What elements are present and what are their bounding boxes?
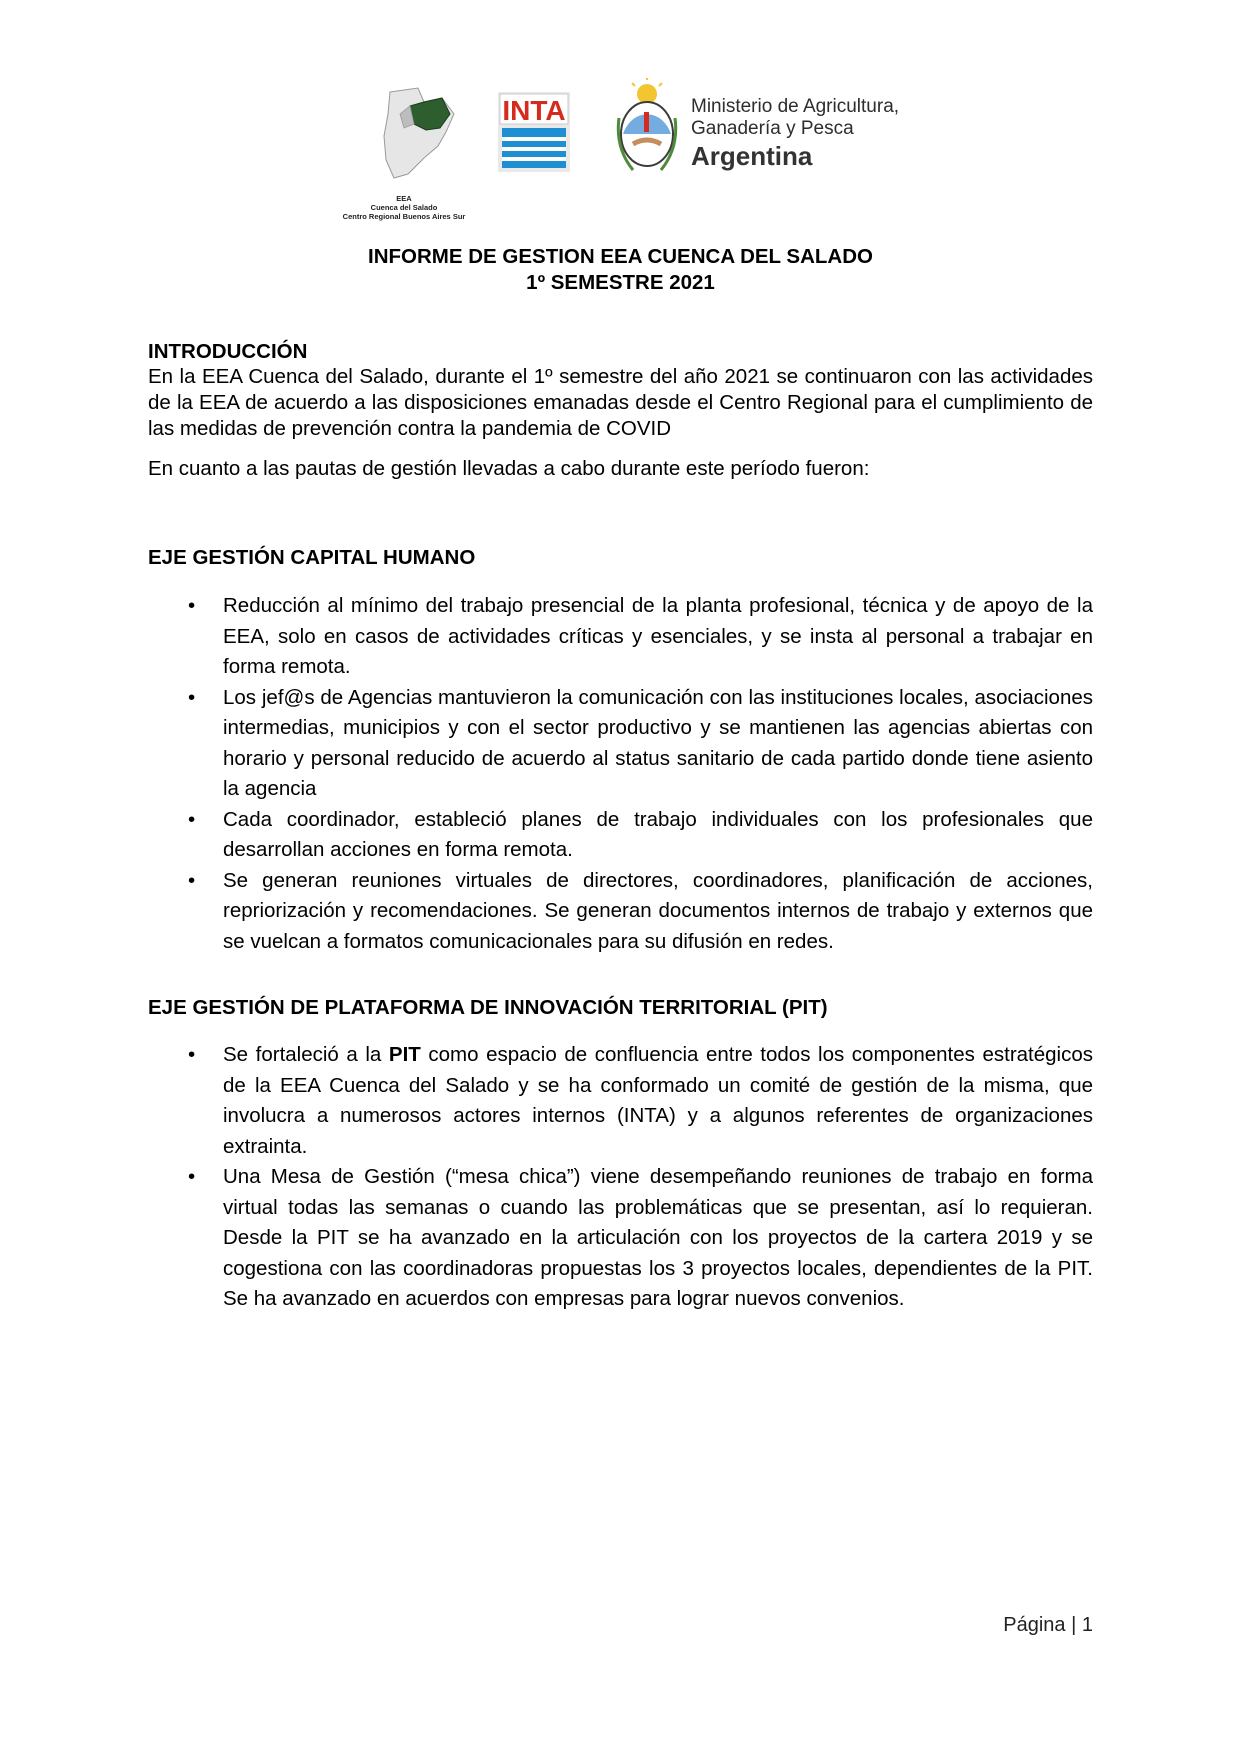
eea-logo bbox=[328, 84, 480, 221]
ministry-line: Ganadería y Pesca bbox=[691, 118, 854, 139]
eea-logo-caption: EEA Cuenca del Salado Centro Regional Buenos Aires Sur bbox=[342, 194, 466, 221]
section-heading-capital-humano: EJE GESTIÓN CAPITAL HUMANO bbox=[148, 546, 476, 569]
capital-humano-list bbox=[148, 591, 1093, 957]
bullet-icon: • bbox=[188, 594, 196, 617]
bullet-icon: • bbox=[188, 1043, 196, 1066]
ministry-text bbox=[691, 96, 899, 172]
bullet-icon: • bbox=[188, 807, 196, 831]
argentina-coat-of-arms-icon bbox=[611, 78, 683, 178]
ministry-country: Argentina bbox=[691, 141, 813, 171]
pit-list bbox=[148, 1040, 1093, 1315]
intro-paragraph-2: En cuanto a las pautas de gestión llevadas a cabo durante este período fueron: bbox=[148, 457, 870, 480]
bullet-icon: • bbox=[188, 685, 196, 709]
list-item: • Reducción al mínimo del trabajo presencial de la planta profesional, técnica y de apoyo de la EEA, solo en casos de actividades críticas y esenciales, y se insta al personal a trabajar en forma remota. bbox=[148, 591, 1093, 683]
ministry-line: Ministerio de Agricultura, bbox=[691, 96, 900, 117]
ministry-logo bbox=[611, 78, 911, 186]
section-heading-pit: EJE GESTIÓN DE PLATAFORMA DE INNOVACIÓN TERRITORIAL (PIT) bbox=[148, 996, 828, 1019]
list-item: • Una Mesa de Gestión (“mesa chica”) viene desempeñando reuniones de trabajo en forma virtual todas las semanas o cuando las problemáticas que se presentan, así lo requieran. Desde la PIT se ha avanzado en la articulación con los proyectos de la cartera 2019 y se cogestiona con las coordinadoras propuestas los 3 proyectos locales, dependientes de la PIT. Se ha avanzado en acuerdos con empresas para lograr nuevos convenios. bbox=[148, 1162, 1093, 1315]
svg-text:INTA: INTA bbox=[502, 95, 566, 126]
bullet-icon: • bbox=[188, 868, 196, 892]
document-subtitle: 1º SEMESTRE 2021 bbox=[526, 271, 715, 294]
list-item: • Los jef@s de Agencias mantuvieron la comunicación con las instituciones locales, asociaciones intermedias, municipios y con el sector productivo y se mantienen las agencias abiertas con horario y personal reducido de acuerdo al status sanitario de cada partido donde tiene asiento la agencia bbox=[148, 683, 1093, 805]
list-item: • Se generan reuniones virtuales de directores, coordinadores, planificación de acciones, repriorización y recomendaciones. Se generan documentos internos de trabajo y externos que se vuelcan a formatos comunicacionales para su difusión en redes. bbox=[148, 866, 1093, 958]
intro-heading: INTRODUCCIÓN bbox=[148, 340, 308, 363]
inta-logo bbox=[498, 92, 570, 177]
bullet-icon: • bbox=[188, 1165, 196, 1188]
document-title: INFORME DE GESTION EEA CUENCA DEL SALADO bbox=[368, 245, 873, 268]
header-logos bbox=[328, 70, 908, 220]
intro-paragraph: En la EEA Cuenca del Salado, durante el 1º semestre del año 2021 se continuaron con las actividades de la EEA de acuerdo a las disposiciones emanadas desde el Centro Regional para el cumplimiento de las medidas de prevención contra la pandemia de COVID bbox=[148, 365, 1093, 440]
list-item: • Cada coordinador, estableció planes de trabajo individuales con los profesionales que desarrollan acciones en forma remota. bbox=[148, 805, 1093, 866]
page-number: Página | 1 bbox=[1003, 1614, 1093, 1636]
buenos-aires-map-icon bbox=[380, 84, 460, 184]
list-item: • Se fortaleció a la PIT como espacio de confluencia entre todos los componentes estratégicos de la EEA Cuenca del Salado y se ha conformado un comité de gestión de la misma, que involucra a numerosos actores internos (INTA) y a algunos referentes de organizaciones extrainta. bbox=[148, 1040, 1093, 1162]
